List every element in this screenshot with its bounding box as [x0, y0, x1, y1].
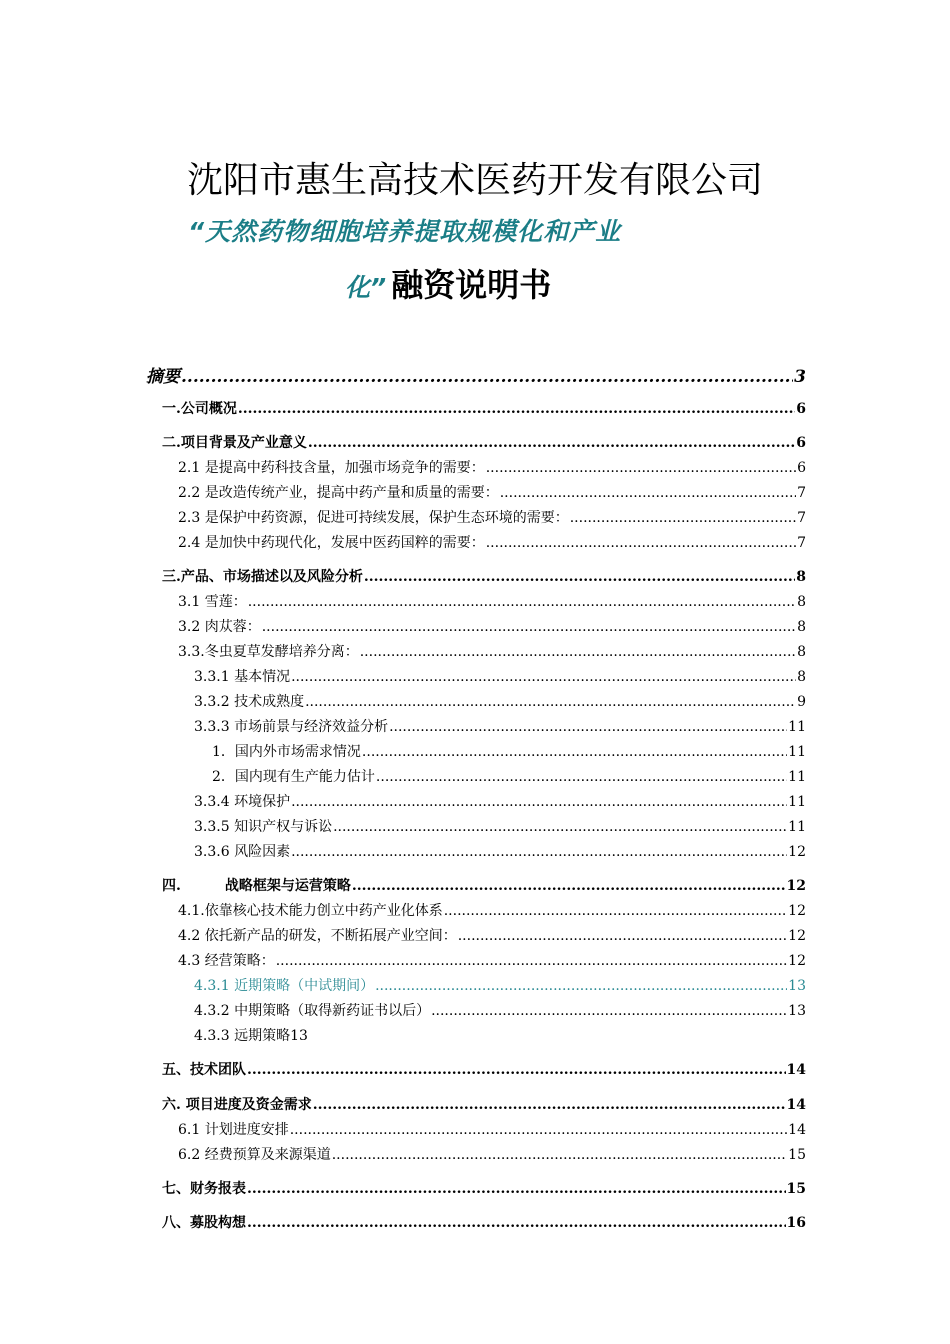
toc-entry-4[interactable]: 四. 战略框架与运营策略 ..... 12 [162, 875, 806, 895]
toc-entry-6[interactable]: 六. 项目进度及资金需求 ..... 14 [162, 1094, 806, 1114]
toc-entry-4-3[interactable]: 4.3 经营策略： ..... 12 [178, 950, 806, 970]
company-title: 沈阳市惠生高技术医药开发有限公司 [186, 160, 763, 201]
toc-entry-2-3[interactable]: 2.3 是保护中药资源，促进可持续发展，保护生态环境的需要： ..... 7 [178, 507, 806, 527]
toc-entry-4-3-1[interactable]: 4.3.1 近期策略（中试期间） ..... 13 [194, 975, 806, 995]
toc-entry-4-3-3[interactable]: 4.3.3 远期策略13 [194, 1028, 308, 1044]
toc-entry-1[interactable]: 一.公司概况 ..... 6 [162, 398, 806, 418]
subtitle-teal-part: 化” [345, 273, 387, 302]
toc-entry-2-2[interactable]: 2.2 是改造传统产业，提高中药产量和质量的需要： ..... 7 [178, 482, 806, 502]
document-subtitle-line1: “天然药物细胞培养提取规模化和产业 [188, 217, 622, 246]
toc-entry-8[interactable]: 八、募股构想 ..... 16 [162, 1212, 806, 1232]
toc-entry-4-2[interactable]: 4.2 依托新产品的研发，不断拓展产业空间： ..... 12 [178, 925, 806, 945]
toc-entry-4-3-2[interactable]: 4.3.2 中期策略（取得新药证书以后） ..... 13 [194, 1000, 806, 1020]
toc-entry-3-3-6[interactable]: 3.3.6 风险因素 ..... 12 [194, 841, 806, 861]
toc-entry-3-3-1[interactable]: 3.3.1 基本情况 ..... 8 [194, 666, 806, 686]
toc-entry-3-3-3-1[interactable]: 1．国内外市场需求情况 ..... 11 [212, 741, 806, 761]
toc-entry-2-1[interactable]: 2.1 是提高中药科技含量，加强市场竞争的需要： ..... 6 [178, 457, 806, 477]
toc-entry-3-3-3[interactable]: 3.3.3 市场前景与经济效益分析 ..... 11 [194, 716, 806, 736]
subtitle-black-part: 融资说明书 [391, 266, 552, 304]
toc-entry-3-1[interactable]: 3.1 雪莲： ..... 8 [178, 591, 806, 611]
toc-entry-2[interactable]: 二.项目背景及产业意义 ..... 6 [162, 432, 806, 452]
toc-entry-7[interactable]: 七、财务报表 ..... 15 [162, 1178, 806, 1198]
toc-entry-3-2[interactable]: 3.2 肉苁蓉： ..... 8 [178, 616, 806, 636]
toc-entry-3-3-2[interactable]: 3.3.2 技术成熟度 ..... 9 [194, 691, 806, 711]
toc-entry-5[interactable]: 五、技术团队 ..... 14 [162, 1059, 806, 1079]
toc-entry-6-1[interactable]: 6.1 计划进度安排 ..... 14 [178, 1119, 806, 1139]
toc-entry-4-1[interactable]: 4.1.依靠核心技术能力创立中药产业化体系 ..... 12 [178, 900, 806, 920]
document-subtitle-line2 [345, 260, 551, 306]
toc-entry-6-2[interactable]: 6.2 经费预算及来源渠道 ..... 15 [178, 1144, 806, 1164]
toc-entry-3-3[interactable]: 3.3.冬虫夏草发酵培养分离： ..... 8 [178, 641, 806, 661]
toc-entry-3-3-3-2[interactable]: 2．国内现有生产能力估计 ..... 11 [212, 766, 806, 786]
toc-entry-2-4[interactable]: 2.4 是加快中药现代化，发展中医药国粹的需要： ..... 7 [178, 532, 806, 552]
toc-entry-3-3-5[interactable]: 3.3.5 知识产权与诉讼 ..... 11 [194, 816, 806, 836]
toc-entry-3[interactable]: 三.产品、市场描述以及风险分析 ..... 8 [162, 566, 806, 586]
toc-entry-3-3-4[interactable]: 3.3.4 环境保护 ..... 11 [194, 791, 806, 811]
toc-entry-summary[interactable]: 摘要 ..... 3 [146, 362, 806, 387]
